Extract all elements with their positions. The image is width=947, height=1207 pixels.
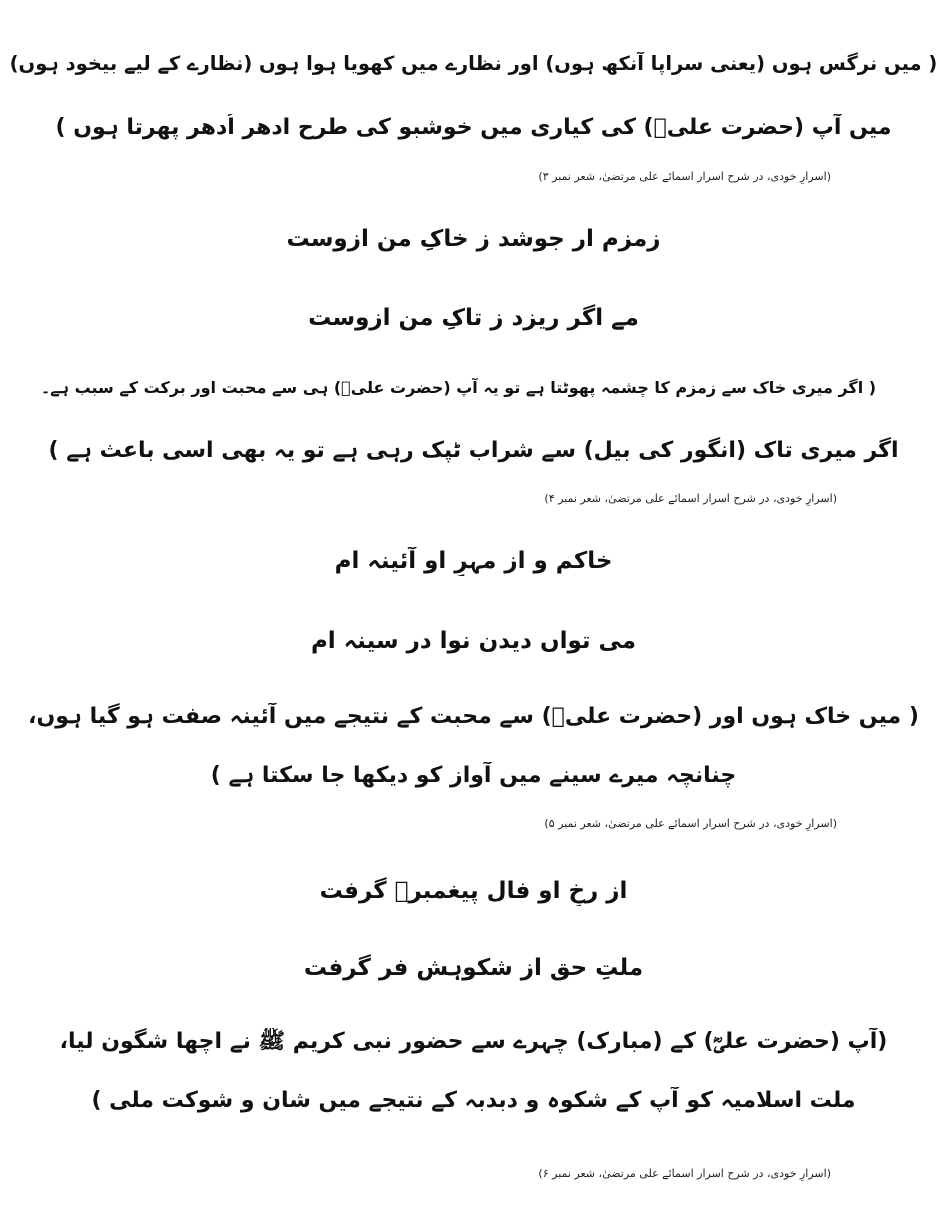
persian-verse-line: از رخِ او فال پیغمبرؐ گرفت	[319, 878, 628, 904]
reference-citation: (اسرارِ خودی، در شرح اسرار اسمائے علی مرتضیٰ، شعر نمبر ۵)	[544, 817, 837, 830]
reference-citation: (اسرارِ خودی، در شرح اسرار اسمائے علی مرتضیٰ، شعر نمبر ۳)	[538, 170, 831, 183]
translation-line: ( میں نرگس ہوں (یعنی سراپا آنکھ ہوں) اور نظارے میں کھویا ہوا ہوں (نظارے کے لیے بیخود ہوں)	[9, 52, 938, 75]
persian-verse-line: می تواں دیدن نوا در سینہ ام	[310, 628, 637, 654]
translation-line: چنانچہ میرے سینے میں آواز کو دیکھا جا سکتا ہے )	[210, 763, 737, 788]
translation-line: اگر میری تاک (انگور کی بیل) سے شراب ٹپک رہی ہے تو یہ بھی اسی باعث ہے )	[48, 438, 899, 463]
reference-citation: (اسرارِ خودی، در شرح اسرار اسمائے علی مرتضیٰ، شعر نمبر ۶)	[538, 1167, 831, 1180]
translation-line: میں آپ (حضرت علیؓ) کی کیاری میں خوشبو کی طرح ادھر اُدھر پھرتا ہوں )	[55, 115, 892, 140]
reference-citation: (اسرارِ خودی، در شرح اسرار اسمائے علی مرتضیٰ، شعر نمبر ۴)	[544, 492, 837, 505]
translation-line: ( میں خاک ہوں اور (حضرت علیؓ) سے محبت کے نتیجے میں آئینہ صفت ہو گیا ہوں،	[28, 704, 919, 729]
translation-line: (آپ (حضرت علیؓ) کے (مبارک) چہرے سے حضور نبی کریم ﷺ نے اچھا شگون لیا،	[59, 1029, 888, 1054]
persian-verse-line: مے اگر ریزد ز تاکِ من ازوست	[308, 305, 639, 331]
translation-line: ملت اسلامیہ کو آپ کے شکوہ و دبدبہ کے نتیجے میں شان و شوکت ملی )	[91, 1088, 856, 1113]
persian-verse-line: خاکم و از مہرِ او آئینہ ام	[334, 548, 613, 574]
persian-verse-line: ملتِ حق از شکوہش فر گرفت	[303, 955, 644, 981]
translation-line: ( اگر میری خاک سے زمزم کا چشمہ پھوٹتا ہے تو یہ آپ (حضرت علیؓ) ہی سے محبت اور برکت کے سبب ہے۔	[40, 378, 877, 397]
persian-verse-line: زمزم ار جوشد ز خاکِ من ازوست	[286, 226, 661, 252]
